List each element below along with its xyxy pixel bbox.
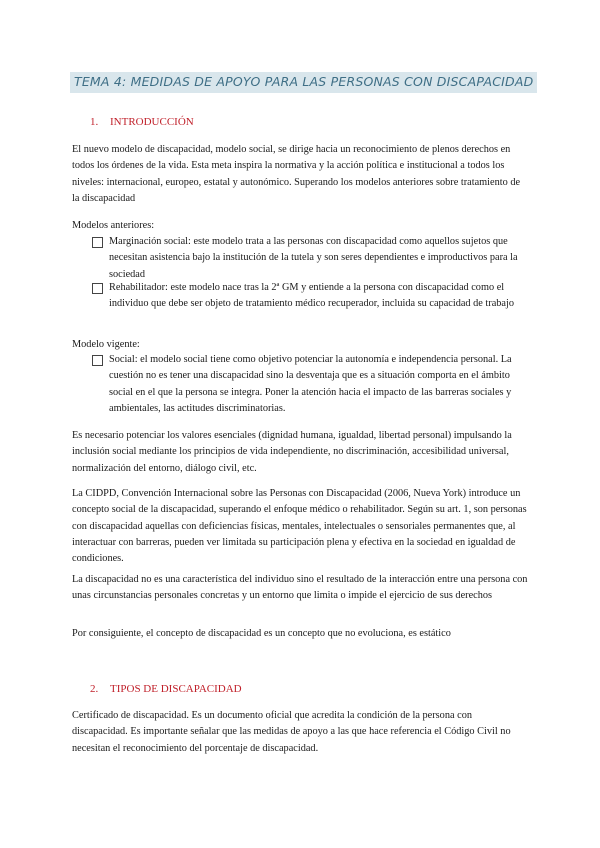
list-item (92, 234, 532, 283)
modelo-vigente-label: Modelo vigente: (72, 339, 140, 350)
paragraph-consiguiente: Por consiguiente, el concepto de discapacidad es un concepto que no evoluciona, es estático (72, 628, 451, 639)
list-item-text: Rehabilitador: este modelo nace tras la 2ª GM y entiende a la persona con discapacidad como el individuo que debe ser objeto de tratamiento médico recuperador, incluida su capacidad de trabajo (109, 282, 515, 310)
list-item (92, 352, 532, 417)
section-2-title: TIPOS DE DISCAPACIDAD (110, 683, 242, 695)
checkbox-icon (92, 283, 103, 294)
intro-paragraph: El nuevo modelo de discapacidad, modelo social, se dirige hacia un reconocimiento de plenos derechos en todos los órdenes de la vida. Esta meta inspira la normativa y la acción política e institucional a todos los niveles: internacional, europeo, estatal y autonómico. Superando los modelos anteriores sobre tratamiento de la discapacidad (72, 144, 521, 204)
list-item-text: Marginación social: este modelo trata a las personas con discapacidad como aquellos sujetos que necesitan asistencia bajo la institución de la tutela y son seres dependientes e improductivos para la sociedad (109, 236, 518, 280)
checkbox-icon (92, 355, 103, 366)
section-2-number: 2. (90, 683, 99, 695)
section-1-title: INTRODUCCIÓN (110, 116, 194, 128)
paragraph-certificado: Certificado de discapacidad. Es un documento oficial que acredita la condición de la persona con discapacidad. Es importante señalar que las medidas de apoyo a las que hace referencia el Código Civil no necesitan el reconocimiento del porcentaje de discapacidad. (72, 710, 511, 754)
paragraph-cidpd: La CIDPD, Convención Internacional sobre las Personas con Discapacidad (2006, Nueva York) introduce un concepto social de la discapacidad, superando el enfoque médico o rehabilitador. Según su art. 1, son personas con discapacidad aquellas con deficiencias físicas, mentales, intelectuales o sensoriales permanentes que, al interactuar con barreras, pueden ver limitada su participación plena y efectiva en la sociedad en igualdad de condiciones. (72, 488, 527, 565)
modelos-anteriores-label: Modelos anteriores: (72, 220, 155, 231)
title-highlight (70, 72, 537, 93)
paragraph-interaccion: La discapacidad no es una característica del individuo sino el resultado de la interacción entre una persona con unas circunstancias personales concretas y un entorno que limita o impide el ejercicio de sus derechos (72, 574, 528, 602)
document-title: TEMA 4: MEDIDAS DE APOYO PARA LAS PERSONAS CON DISCAPACIDAD (74, 74, 534, 89)
section-1-number: 1. (90, 116, 99, 128)
list-item (92, 280, 532, 313)
section-1-heading (90, 116, 194, 128)
checkbox-icon (92, 237, 103, 248)
list-item-text: Social: el modelo social tiene como objetivo potenciar la autonomía e independencia personal. La cuestión no es tener una discapacidad sino la desventaja que es a situación comporta en el ámbito social en el que la persona se integra. Poner la atención hacia el impacto de las barreras sociales y ambientales, las actitudes discriminatorias. (109, 354, 512, 414)
section-2-heading (90, 683, 242, 695)
paragraph-valores: Es necesario potenciar los valores esenciales (dignidad humana, igualdad, libertad personal) impulsando la inclusión social mediante los principios de vida independiente, no discriminación, accesibilidad universal, normalización del entorno, diálogo civil, etc. (72, 430, 512, 474)
